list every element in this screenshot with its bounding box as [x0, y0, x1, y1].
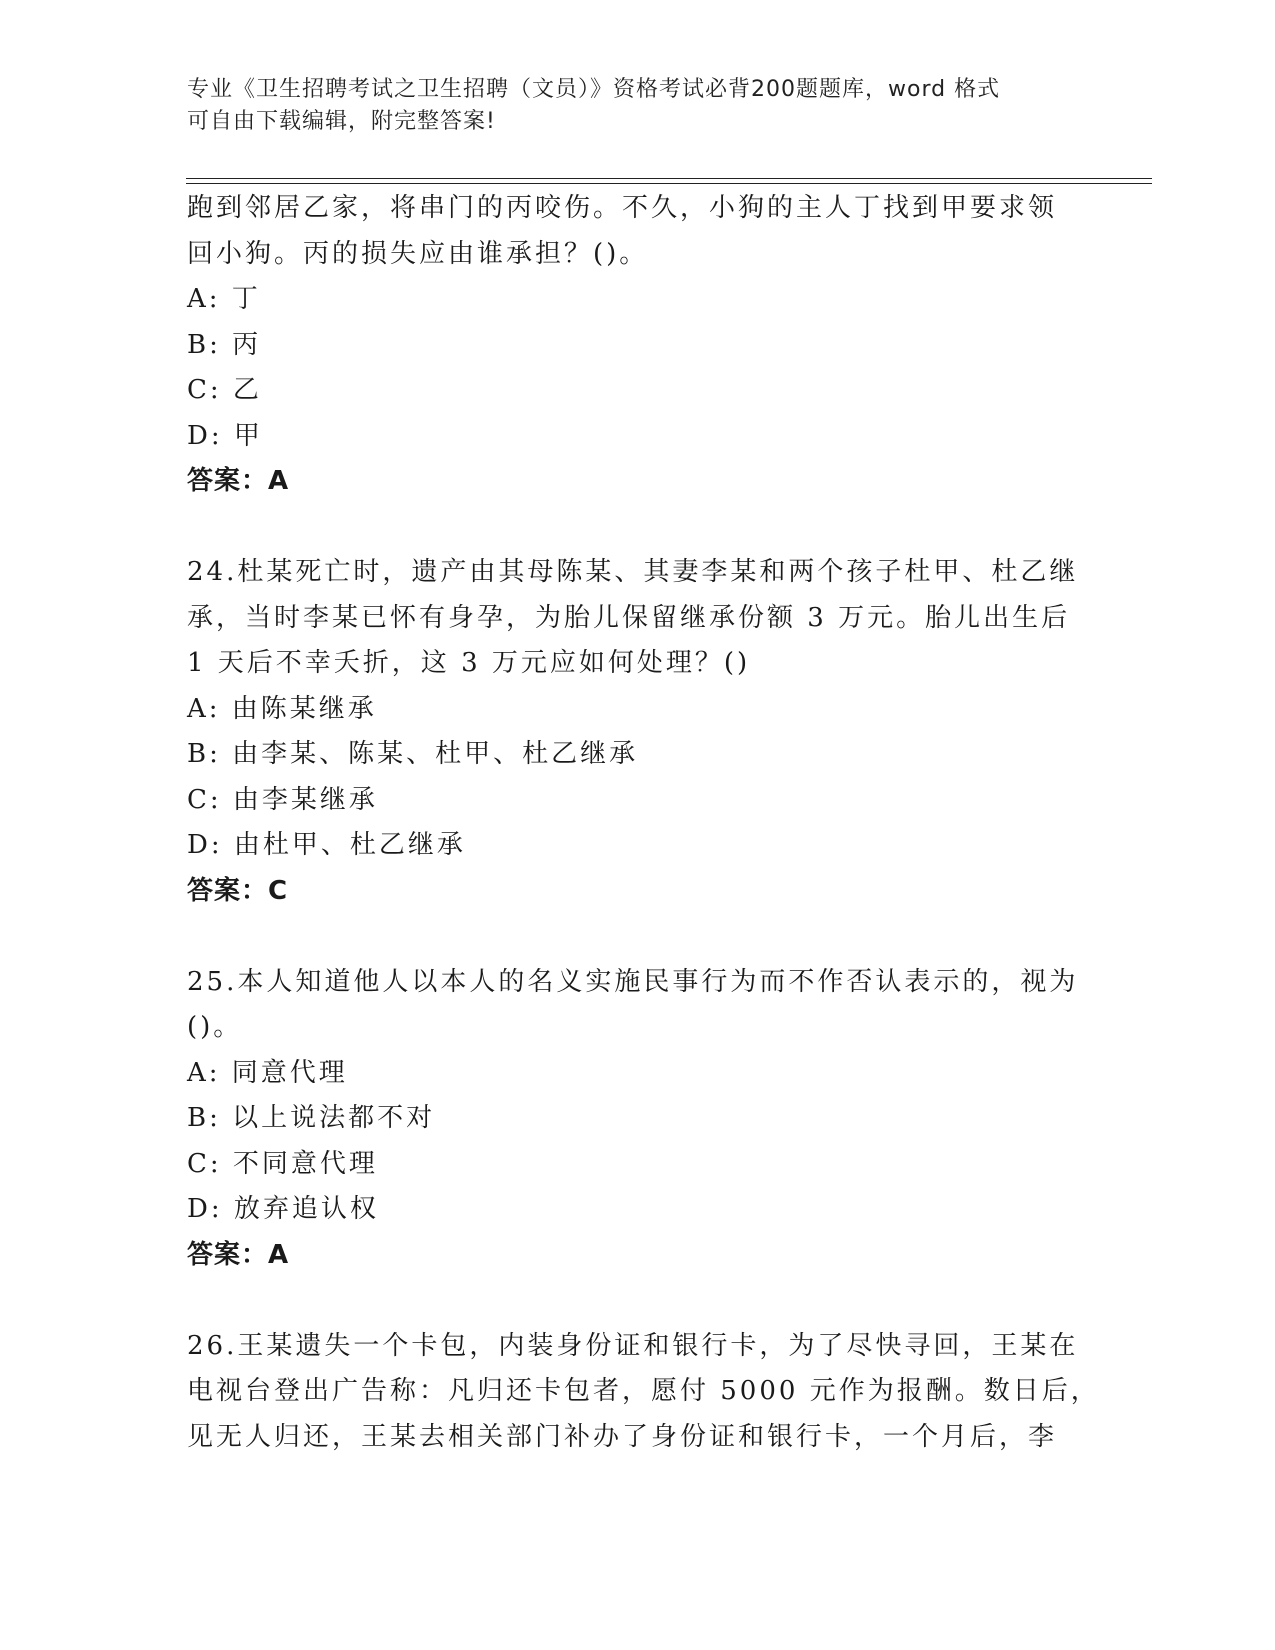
option-d: D: 放弃追认权 [187, 1194, 379, 1224]
header-rule-bottom [186, 183, 1152, 184]
spacer [187, 914, 1087, 960]
header-rule-top [186, 178, 1152, 179]
option-d: D: 甲 [187, 420, 263, 451]
option-c: C: 乙 [187, 375, 262, 405]
option-b: B: 丙 [187, 329, 262, 360]
option-c: C: 由李某继承 [187, 784, 378, 815]
question-stem-line: 26.王某遗失一个卡包，内装身份证和银行卡，为了尽快寻回，王某在 [187, 1330, 1079, 1361]
header-line-2: 可自由下载编辑，附完整答案! [187, 109, 496, 134]
question-stem-line: 回小狗。丙的损失应由谁承担？()。 [187, 238, 649, 269]
answer: 答案：A [187, 466, 290, 496]
answer: 答案：C [187, 875, 289, 906]
question-stem-line: 跑到邻居乙家，将串门的丙咬伤。不久，小狗的主人丁找到甲要求领 [187, 193, 1058, 223]
spacer [187, 505, 1087, 551]
option-a: A: 同意代理 [187, 1057, 348, 1088]
question-stem-line: 电视台登出广告称：凡归还卡包者，愿付 5000 元作为报酬。数日后， [187, 1376, 1100, 1406]
question-stem-line: 承，当时李某已怀有身孕，为胎儿保留继承份额 3 万元。胎儿出生后 [187, 602, 1071, 633]
question-stem-line: 见无人归还，王某去相关部门补办了身份证和银行卡，一个月后，李 [187, 1421, 1058, 1452]
option-a: A: 丁 [187, 284, 261, 314]
question-stem-line: 1 天后不幸夭折，这 3 万元应如何处理？() [187, 648, 751, 678]
question-stem-line: 25.本人知道他人以本人的名义实施民事行为而不作否认表示的，视为 [187, 966, 1079, 997]
question-25 [187, 960, 1087, 1279]
question-26 [187, 1324, 1100, 1461]
header-line-1: 专业《卫生招聘考试之卫生招聘（文员）》资格考试必背200题题库，word 格式 [187, 77, 1001, 102]
question-stem-line: ()。 [187, 1012, 243, 1042]
answer: 答案：A [187, 1239, 290, 1270]
document-body [187, 186, 1100, 1460]
option-a: A: 由陈某继承 [187, 693, 377, 724]
spacer [187, 1278, 1087, 1324]
option-c: C: 不同意代理 [187, 1148, 378, 1179]
document-header [187, 74, 1067, 138]
question-23 [187, 186, 1087, 505]
option-b: B: 由李某、陈某、杜甲、杜乙继承 [187, 739, 639, 769]
option-d: D: 由杜甲、杜乙继承 [187, 830, 466, 860]
question-stem-line: 24.杜某死亡时，遗产由其母陈某、其妻李某和两个孩子杜甲、杜乙继 [187, 557, 1079, 587]
question-24 [187, 550, 1087, 914]
option-b: B: 以上说法都不对 [187, 1103, 436, 1133]
